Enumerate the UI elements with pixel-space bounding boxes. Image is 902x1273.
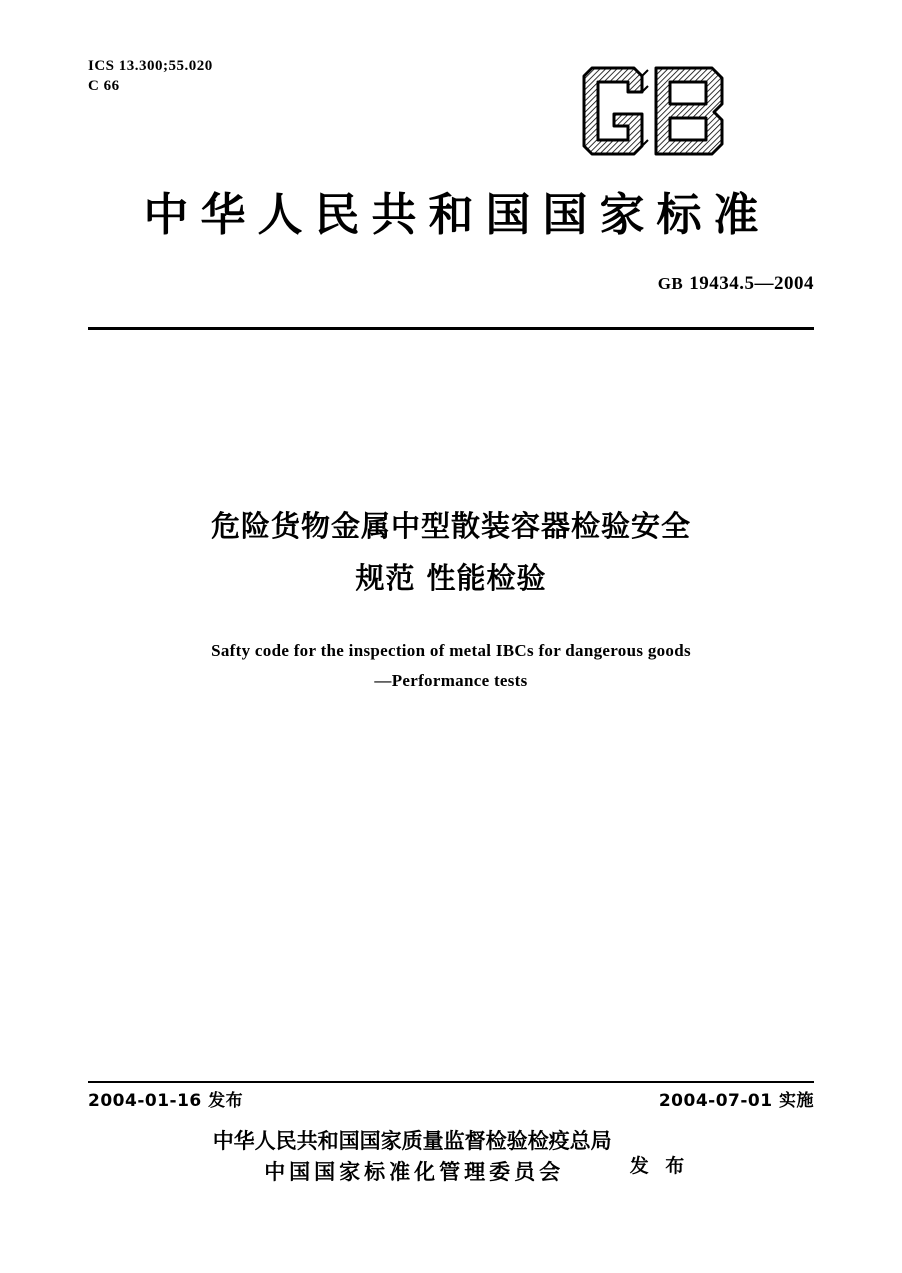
document-title-cn-line1: 危险货物金属中型散装容器检验安全: [210, 509, 691, 543]
divider-top: [88, 327, 814, 330]
standard-number-value: 19434.5—2004: [689, 273, 814, 294]
document-title-cn: [0, 500, 902, 604]
publisher-names: [213, 1126, 612, 1188]
gb-prefix: GB: [657, 274, 684, 293]
standard-number: [658, 273, 814, 295]
document-title-en-line2: —Performance tests: [374, 671, 528, 690]
document-title-cn-line2: 规范 性能检验: [355, 561, 547, 595]
page-title: 中华人民共和国国家标准: [143, 188, 771, 241]
publisher-line2: 中国国家标准化管理委员会: [264, 1160, 565, 1184]
document-title-en-line1: Safty code for the inspection of metal IBCs for dangerous goods: [211, 641, 691, 660]
publisher-issue-label: 发 布: [629, 1154, 690, 1177]
ics-code: ICS 13.300;55.020: [88, 58, 213, 74]
document-title-en: [0, 636, 902, 696]
gb-logo-icon: [578, 62, 764, 160]
classification-code: C 66: [88, 78, 120, 95]
effective-date: 2004-07-01 实施: [658, 1091, 814, 1111]
publisher-line1: 中华人民共和国国家质量监督检验检疫总局: [212, 1129, 612, 1153]
publisher-block: [0, 1126, 902, 1188]
issue-date: 2004-01-16 发布: [88, 1091, 244, 1111]
divider-bottom: [88, 1081, 814, 1083]
ics-block: [88, 56, 213, 97]
